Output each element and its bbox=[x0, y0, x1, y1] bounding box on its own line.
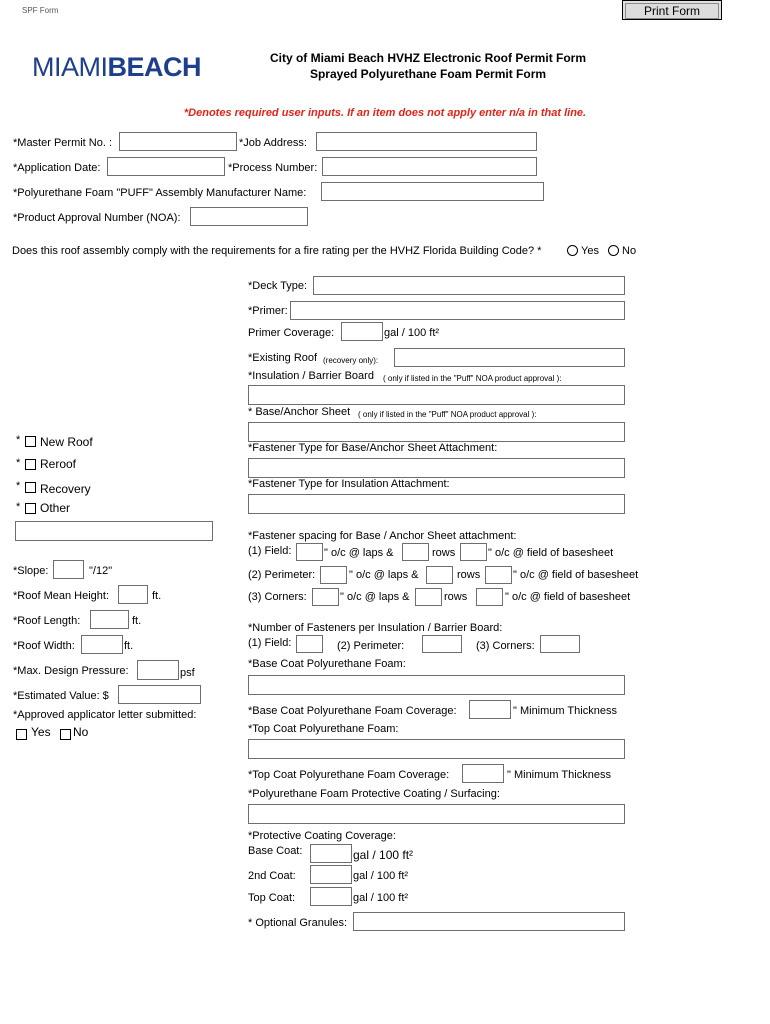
primer-label: *Primer: bbox=[248, 305, 288, 317]
fastener-insulation-label: *Fastener Type for Insulation Attachment: bbox=[248, 478, 450, 490]
num-fasteners-field-label: (1) Field: bbox=[248, 637, 292, 649]
insulation-note: ( only if listed in the "Puff" NOA product approval ): bbox=[383, 374, 562, 383]
other-label: Other bbox=[40, 501, 71, 515]
form-title-line2: Sprayed Polyurethane Foam Permit Form bbox=[309, 67, 547, 81]
fire-rating-no-radio[interactable] bbox=[608, 245, 619, 256]
top-coat-coverage-label: *Top Coat Polyurethane Foam Coverage: bbox=[248, 769, 450, 781]
logo-miami: MIAMI bbox=[32, 52, 108, 82]
top-coat-foam-label: *Top Coat Polyurethane Foam: bbox=[248, 723, 399, 735]
new-roof-checkbox[interactable] bbox=[25, 436, 36, 447]
num-fasteners-corners-label: (3) Corners: bbox=[476, 640, 535, 652]
deck-type-input[interactable] bbox=[313, 276, 625, 295]
existing-roof-input[interactable] bbox=[394, 348, 625, 367]
base-coat-coverage-unit: " Minimum Thickness bbox=[513, 705, 617, 717]
spacing-field-rows-input[interactable] bbox=[402, 543, 429, 561]
spacing-perimeter-label: (2) Perimeter: bbox=[248, 569, 316, 581]
optional-granules-input[interactable] bbox=[353, 912, 625, 931]
applicator-yes-checkbox[interactable] bbox=[16, 729, 27, 740]
applicator-no-label: No bbox=[73, 725, 89, 739]
top-coat-label: Top Coat: bbox=[248, 892, 296, 904]
spacing-field-rows-label: rows bbox=[432, 547, 456, 559]
fastener-insulation-input[interactable] bbox=[248, 494, 625, 514]
top-coat-coverage-unit: " Minimum Thickness bbox=[507, 769, 611, 781]
logo-beach: BEACH bbox=[107, 52, 202, 82]
spacing-corners-label: (3) Corners: bbox=[248, 591, 307, 603]
second-coat-unit: gal / 100 ft² bbox=[353, 870, 409, 882]
num-fasteners-field-input[interactable] bbox=[296, 635, 323, 653]
estimated-value-label: *Estimated Value: $ bbox=[13, 690, 109, 702]
print-form-button[interactable] bbox=[622, 0, 722, 20]
applicator-no-checkbox[interactable] bbox=[60, 729, 71, 740]
miami-beach-logo bbox=[32, 52, 201, 82]
roof-width-input[interactable] bbox=[81, 635, 123, 654]
base-coat-coverage-input[interactable] bbox=[469, 700, 511, 719]
fire-rating-yes-label: Yes bbox=[581, 245, 599, 257]
spacing-field-oc-input[interactable] bbox=[296, 543, 323, 561]
insulation-input[interactable] bbox=[248, 385, 625, 405]
print-form-label: Print Form bbox=[625, 3, 719, 19]
mean-height-input[interactable] bbox=[118, 585, 148, 604]
top-coat-foam-input[interactable] bbox=[248, 739, 625, 759]
process-number-label: *Process Number: bbox=[228, 162, 318, 174]
noa-input[interactable] bbox=[190, 207, 308, 226]
new-roof-label: New Roof bbox=[40, 435, 93, 449]
primer-coverage-input[interactable] bbox=[341, 322, 383, 341]
master-permit-input[interactable] bbox=[119, 132, 237, 151]
primer-coverage-label: Primer Coverage: bbox=[248, 327, 335, 339]
job-address-label: *Job Address: bbox=[239, 137, 307, 149]
primer-input[interactable] bbox=[290, 301, 625, 320]
slope-unit: "/12" bbox=[89, 565, 113, 577]
num-fasteners-label: *Number of Fasteners per Insulation / Barrier Board: bbox=[248, 622, 503, 634]
top-coat-input[interactable] bbox=[310, 887, 352, 906]
mean-height-label: *Roof Mean Height: bbox=[13, 590, 109, 602]
top-coat-coverage-input[interactable] bbox=[462, 764, 504, 783]
protective-coverage-label: *Protective Coating Coverage: bbox=[248, 830, 396, 842]
spacing-perimeter-oc-label: " o/c @ laps & bbox=[349, 569, 419, 581]
fire-rating-question: Does this roof assembly comply with the requirements for a fire rating per the HVHZ Florida Building Code? * bbox=[12, 245, 542, 257]
manufacturer-input[interactable] bbox=[321, 182, 544, 201]
fire-rating-yes-radio[interactable] bbox=[567, 245, 578, 256]
spacing-corners-oc-label: " o/c @ laps & bbox=[340, 591, 410, 603]
reroof-label: Reroof bbox=[40, 457, 77, 471]
spacing-perimeter-rows-input[interactable] bbox=[426, 566, 453, 584]
fastener-base-label: *Fastener Type for Base/Anchor Sheet Attachment: bbox=[248, 442, 498, 454]
spacing-perimeter-basesheet-label: " o/c @ field of basesheet bbox=[513, 569, 639, 581]
base-anchor-note: ( only if listed in the "Puff" NOA product approval ): bbox=[358, 410, 537, 419]
spacing-field-basesheet-label: " o/c @ field of basesheet bbox=[488, 547, 614, 559]
base-coat-foam-label: *Base Coat Polyurethane Foam: bbox=[248, 658, 406, 670]
base-anchor-label: * Base/Anchor Sheet bbox=[248, 406, 351, 418]
top-coat-unit: gal / 100 ft² bbox=[353, 892, 409, 904]
manufacturer-label: *Polyurethane Foam "PUFF" Assembly Manufacturer Name: bbox=[13, 187, 307, 199]
max-pressure-label: *Max. Design Pressure: bbox=[13, 665, 129, 677]
max-pressure-input[interactable] bbox=[137, 660, 179, 680]
application-date-label: *Application Date: bbox=[13, 162, 101, 174]
base-coat-unit: gal / 100 ft² bbox=[353, 848, 414, 862]
second-coat-label: 2nd Coat: bbox=[248, 870, 296, 882]
form-id-label: SPF Form bbox=[22, 6, 59, 15]
spacing-perimeter-oc-input[interactable] bbox=[320, 566, 347, 584]
mean-height-unit: ft. bbox=[152, 590, 162, 602]
spacing-corners-rows-label: rows bbox=[444, 591, 468, 603]
spacing-corners-basesheet-input[interactable] bbox=[476, 588, 503, 606]
spacing-corners-basesheet-label: " o/c @ field of basesheet bbox=[505, 591, 631, 603]
other-checkbox[interactable] bbox=[25, 503, 36, 514]
spacing-field-oc-label: " o/c @ laps & bbox=[324, 547, 394, 559]
roof-width-label: *Roof Width: bbox=[13, 640, 75, 652]
roof-length-label: *Roof Length: bbox=[13, 615, 81, 627]
num-fasteners-corners-input[interactable] bbox=[540, 635, 580, 653]
reroof-star: * bbox=[16, 457, 21, 469]
base-coat-label: Base Coat: bbox=[248, 845, 303, 857]
estimated-value-input[interactable] bbox=[118, 685, 201, 704]
base-anchor-input[interactable] bbox=[248, 422, 625, 442]
fastener-spacing-label: *Fastener spacing for Base / Anchor Sheet attachment: bbox=[248, 530, 517, 542]
protective-coating-label: *Polyurethane Foam Protective Coating / Surfacing: bbox=[248, 788, 500, 800]
second-coat-input[interactable] bbox=[310, 865, 352, 884]
roof-width-unit: ft. bbox=[124, 640, 134, 652]
spacing-field-label: (1) Field: bbox=[248, 545, 292, 557]
base-coat-foam-input[interactable] bbox=[248, 675, 625, 695]
recovery-checkbox[interactable] bbox=[25, 482, 36, 493]
application-date-input[interactable] bbox=[107, 157, 225, 176]
spacing-field-basesheet-input[interactable] bbox=[460, 543, 487, 561]
fire-rating-no-label: No bbox=[622, 245, 637, 257]
roof-length-input[interactable] bbox=[90, 610, 129, 629]
slope-input[interactable] bbox=[53, 560, 84, 579]
primer-coverage-unit: gal / 100 ft² bbox=[384, 327, 440, 339]
roof-length-unit: ft. bbox=[132, 615, 142, 627]
base-coat-input[interactable] bbox=[310, 844, 352, 863]
num-fasteners-perimeter-input[interactable] bbox=[422, 635, 462, 653]
base-coat-coverage-label: *Base Coat Polyurethane Foam Coverage: bbox=[248, 705, 457, 717]
optional-granules-label: * Optional Granules: bbox=[248, 917, 348, 929]
num-fasteners-perimeter-label: (2) Perimeter: bbox=[337, 640, 405, 652]
insulation-label: *Insulation / Barrier Board bbox=[248, 370, 374, 382]
recovery-label: Recovery bbox=[40, 482, 91, 496]
recovery-star: * bbox=[16, 480, 21, 492]
fastener-base-input[interactable] bbox=[248, 458, 625, 478]
job-address-input[interactable] bbox=[316, 132, 537, 151]
other-star: * bbox=[16, 501, 21, 513]
process-number-input[interactable] bbox=[322, 157, 537, 176]
spacing-perimeter-basesheet-input[interactable] bbox=[485, 566, 512, 584]
spacing-corners-rows-input[interactable] bbox=[415, 588, 442, 606]
existing-roof-label: *Existing Roof bbox=[248, 352, 318, 364]
other-description-input[interactable] bbox=[15, 521, 213, 541]
applicator-yes-label: Yes bbox=[31, 725, 51, 739]
slope-label: *Slope: bbox=[13, 565, 49, 577]
required-note: *Denotes required user inputs. If an item does not apply enter n/a in that line. bbox=[183, 107, 587, 119]
existing-roof-note: (recovery only): bbox=[323, 356, 379, 365]
deck-type-label: *Deck Type: bbox=[248, 280, 308, 292]
new-roof-star: * bbox=[16, 434, 21, 446]
protective-coating-input[interactable] bbox=[248, 804, 625, 824]
max-pressure-unit: psf bbox=[180, 667, 195, 679]
reroof-checkbox[interactable] bbox=[25, 459, 36, 470]
noa-label: *Product Approval Number (NOA): bbox=[13, 212, 181, 224]
form-title-line1: City of Miami Beach HVHZ Electronic Roof Permit Form bbox=[269, 51, 587, 65]
master-permit-label: *Master Permit No. : bbox=[13, 137, 113, 149]
spacing-perimeter-rows-label: rows bbox=[457, 569, 481, 581]
applicator-letter-label: *Approved applicator letter submitted: bbox=[13, 709, 197, 721]
spacing-corners-oc-input[interactable] bbox=[312, 588, 339, 606]
